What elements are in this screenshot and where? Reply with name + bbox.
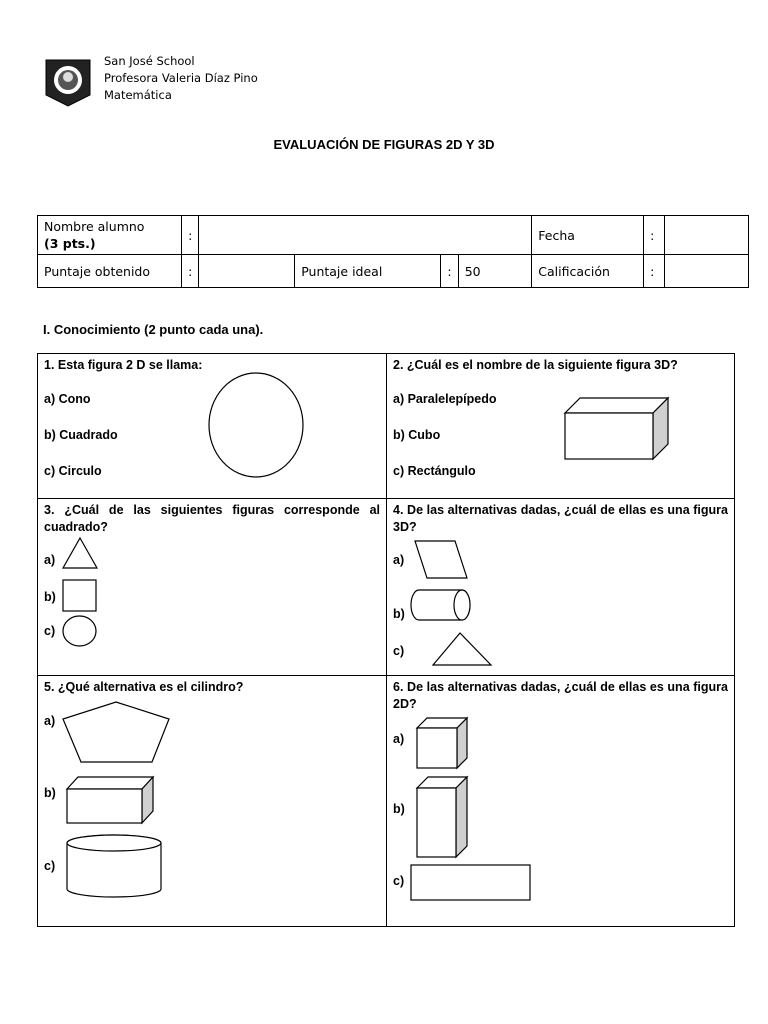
section-title: I. Conocimiento (2 punto cada una). bbox=[43, 322, 264, 337]
circle-icon[interactable] bbox=[62, 615, 97, 647]
colon: : bbox=[644, 255, 665, 288]
question-3 bbox=[37, 498, 387, 676]
option-c[interactable]: c) bbox=[44, 859, 56, 873]
question-1 bbox=[37, 353, 387, 499]
cylinder-icon[interactable] bbox=[66, 834, 162, 898]
date-field[interactable] bbox=[665, 216, 749, 255]
question-title: 4. De las alternativas dadas, ¿cuál de ellas es una figura 3D? bbox=[393, 503, 728, 534]
grade-field[interactable] bbox=[665, 255, 749, 288]
pentagon-icon[interactable] bbox=[62, 701, 170, 763]
option-a[interactable]: a) Cono bbox=[44, 392, 91, 406]
triangle-icon[interactable] bbox=[62, 537, 98, 569]
school-header bbox=[43, 53, 303, 111]
triangle-icon[interactable] bbox=[432, 632, 492, 666]
option-a[interactable]: a) Paralelepípedo bbox=[393, 392, 497, 406]
question-title: 1. Esta figura 2 D se llama: bbox=[44, 358, 203, 372]
colon: : bbox=[182, 216, 199, 255]
question-title: 6. De las alternativas dadas, ¿cuál de ellas es una figura 2D? bbox=[393, 680, 728, 711]
tall-prism-icon[interactable] bbox=[416, 776, 468, 858]
rectangular-prism-icon[interactable] bbox=[66, 776, 154, 824]
student-info-table bbox=[37, 215, 749, 288]
grade-label: Calificación bbox=[532, 255, 644, 288]
cylinder-icon[interactable] bbox=[411, 589, 471, 621]
option-a[interactable]: a) bbox=[393, 732, 405, 746]
ideal-value: 50 bbox=[458, 255, 532, 288]
school-name: San José School bbox=[104, 54, 195, 68]
circle-figure bbox=[208, 372, 304, 478]
option-b[interactable]: b) bbox=[44, 786, 56, 800]
option-a[interactable]: a) bbox=[44, 714, 56, 728]
student-points: (3 pts.) bbox=[44, 236, 96, 251]
question-2 bbox=[386, 353, 735, 499]
colon: : bbox=[182, 255, 199, 288]
question-title: 2. ¿Cuál es el nombre de la siguiente figura 3D? bbox=[393, 358, 678, 372]
student-label: Nombre alumno bbox=[44, 219, 145, 234]
prism-figure bbox=[565, 398, 669, 460]
date-label: Fecha bbox=[532, 216, 644, 255]
option-a[interactable]: a) bbox=[44, 553, 56, 567]
rectangle-icon[interactable] bbox=[410, 864, 531, 901]
option-c[interactable]: c) bbox=[393, 644, 405, 658]
question-title: 5. ¿Qué alternativa es el cilindro? bbox=[44, 680, 244, 694]
score-field[interactable] bbox=[199, 255, 295, 288]
option-b[interactable]: b) bbox=[44, 590, 56, 604]
option-c[interactable]: c) Rectángulo bbox=[393, 464, 476, 478]
colon: : bbox=[441, 255, 458, 288]
square-icon[interactable] bbox=[62, 579, 97, 612]
student-name-field[interactable] bbox=[199, 216, 532, 255]
rhombus-icon[interactable] bbox=[414, 540, 468, 579]
option-c[interactable]: c) Circulo bbox=[44, 464, 102, 478]
colon: : bbox=[644, 216, 665, 255]
subject-name: Matemática bbox=[104, 88, 172, 102]
teacher-name: Profesora Valeria Díaz Pino bbox=[104, 71, 258, 85]
option-a[interactable]: a) bbox=[393, 553, 405, 567]
option-b[interactable]: b) bbox=[393, 607, 405, 621]
cube-icon[interactable] bbox=[416, 717, 468, 769]
option-b[interactable]: b) Cubo bbox=[393, 428, 441, 442]
score-label: Puntaje obtenido bbox=[38, 255, 182, 288]
option-b[interactable]: b) bbox=[393, 802, 405, 816]
school-logo bbox=[43, 57, 93, 107]
option-c[interactable]: c) bbox=[393, 874, 405, 888]
question-title: 3. ¿Cuál de las siguientes figuras corresponde al cuadrado? bbox=[44, 503, 380, 534]
option-b[interactable]: b) Cuadrado bbox=[44, 428, 118, 442]
question-6 bbox=[386, 675, 735, 927]
question-4 bbox=[386, 498, 735, 676]
question-5 bbox=[37, 675, 387, 927]
student-label-cell bbox=[38, 216, 182, 255]
option-c[interactable]: c) bbox=[44, 624, 56, 638]
ideal-label: Puntaje ideal bbox=[295, 255, 441, 288]
page-title: EVALUACIÓN DE FIGURAS 2D Y 3D bbox=[273, 137, 495, 152]
